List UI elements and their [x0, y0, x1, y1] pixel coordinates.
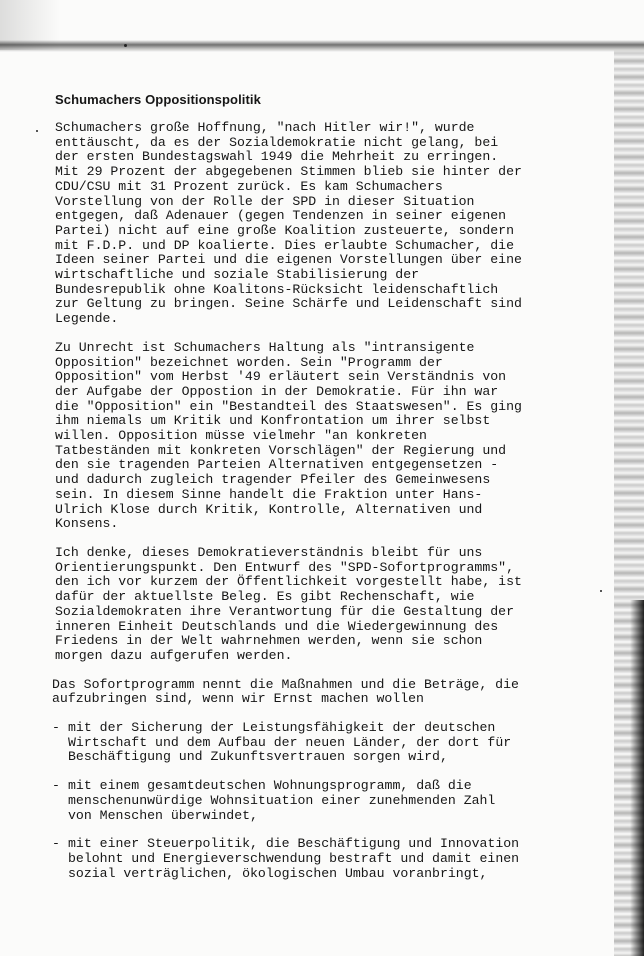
text-line: Mit 29 Prozent der abgegebenen Stimmen blieb sie hinter der [55, 164, 522, 180]
text-line: aufzubringen sind, wenn wir Ernst machen wollen [52, 691, 424, 707]
text-line: mit einer Steuerpolitik, die Beschäftigung und Innovation [68, 836, 520, 852]
paragraph [55, 341, 627, 532]
text-line: Wirtschaft und dem Aufbau der neuen Länder, der dort für [68, 734, 512, 750]
text-line: Bundesrepublik ohne Koalitons-Rücksicht leidenschaftlich [55, 281, 499, 297]
text-line: Ulrich Klose durch Kritik, Kontrolle, Alternativen und [55, 501, 483, 517]
text-line: Opposition" bezeichnet worden. Sein "Programm der [55, 354, 443, 370]
document-title: Schumachers Oppositionspolitik [55, 92, 261, 107]
text-line: Tatbeständen mit konkreten Vorschlägen" der Regierung und [55, 442, 507, 458]
text-line: morgen dazu aufgerufen werden. [55, 647, 293, 663]
text-line: den sie tragenden Parteien Alternativen entgegensetzen - [55, 457, 499, 473]
text-line: Orientierungspunkt. Den Entwurf des "SPD-Sofortprogramms", [55, 559, 514, 575]
text-line: von Menschen überwindet, [68, 807, 258, 823]
paragraph [52, 678, 627, 707]
text-line: der ersten Bundestagswahl 1949 die Mehrheit zu erringen. [55, 149, 499, 165]
text-line: Partei) nicht auf eine große Koalition zusteuerte, sondern [55, 222, 514, 238]
text-line: Opposition" vom Herbst '49 erläutert sein Verständnis von [55, 369, 507, 385]
text-line: und dadurch zugleich tragender Pfeiler des Gemeinwesens [55, 472, 491, 488]
bullet-dash: - [52, 720, 60, 736]
text-line: mit einem gesamtdeutschen Wohnungsprogramm, daß die [68, 778, 472, 794]
text-line: Schumachers große Hoffnung, "nach Hitler wir!", wurde [55, 120, 475, 135]
text-line: sozial verträglichen, ökologischen Umbau voranbringt, [68, 865, 488, 881]
list-item [52, 779, 627, 823]
text-line: entgegen, daß Adenauer (gegen Tendenzen in seiner eigenen [55, 208, 507, 224]
bullet-dash: - [52, 778, 60, 794]
document-body [52, 92, 627, 895]
text-line: der Aufgabe der Oppostion in der Demokratie. Für ihn war [55, 383, 499, 399]
text-line: mit F.D.P. und DP koalierte. Dies erlaubte Schumacher, die [55, 237, 514, 253]
text-line: Sozialdemokraten ihre Verantwortung für die Gestaltung der [55, 603, 514, 619]
text-line: Ich denke, dieses Demokratieverständnis bleibt für uns [55, 544, 483, 560]
text-line: Konsens. [55, 516, 119, 532]
text-line: enttäuscht, da es der Sozialdemokratie nicht gelang, bei [55, 134, 499, 150]
text-line: sein. In diesem Sinne handelt die Fraktion unter Hans- [55, 486, 483, 502]
scan-speck [124, 44, 127, 47]
text-line: die "Opposition" ein "Bestandteil des Staatswesen". Es ging [55, 398, 522, 414]
scan-edge-top [0, 40, 644, 52]
text-line: Friedens in der Welt wahrnehmen werden, wenn sie schon [55, 633, 483, 649]
text-line: belohnt und Energieverschwendung bestraft und damit einen [68, 850, 520, 866]
scan-speck [36, 130, 38, 132]
text-line: CDU/CSU mit 31 Prozent zurück. Es kam Schumachers [55, 178, 443, 194]
text-line: Legende. [55, 311, 119, 327]
text-line: Zu Unrecht ist Schumachers Haltung als "intransigente [55, 339, 475, 355]
paragraph [55, 546, 627, 664]
text-line: zur Geltung zu bringen. Seine Schärfe und Leidenschaft sind [55, 296, 522, 312]
list-item [52, 721, 627, 765]
text-line: ihm niemals um Kritik und Konfrontation um ihrer selbst [55, 413, 491, 429]
text-line: wirtschaftliche und soziale Stabilisierung der [55, 267, 420, 283]
text-line: den ich vor kurzem der Öffentlichkeit vorgestellt habe, ist [55, 574, 522, 590]
text-line: inneren Einheit Deutschlands und die Wiedergewinnung des [55, 618, 499, 634]
text-line: Ideen seiner Partei und die eigenen Vorstellungen über eine [55, 252, 522, 268]
text-line: Das Sofortprogramm nennt die Maßnahmen und die Beträge, die [52, 676, 519, 692]
text-line: mit der Sicherung der Leistungsfähigkeit der deutschen [68, 720, 496, 736]
text-line: Vorstellung von der Rolle der SPD in dieser Situation [55, 193, 475, 209]
text-line: willen. Opposition müsse vielmehr "an konkreten [55, 428, 427, 444]
text-line: Beschäftigung und Zukunftsvertrauen sorgen wird, [68, 749, 448, 765]
list-item [52, 837, 627, 881]
bullet-dash: - [52, 836, 60, 852]
text-line: menschenunwürdige Wohnsituation einer zunehmenden Zahl [68, 792, 496, 808]
text-line: dafür der aktuellste Beleg. Es gibt Rechenschaft, wie [55, 589, 475, 605]
paragraph [55, 121, 627, 327]
scan-shadow-corner [0, 0, 60, 50]
scan-edge-right-dark [630, 600, 644, 956]
